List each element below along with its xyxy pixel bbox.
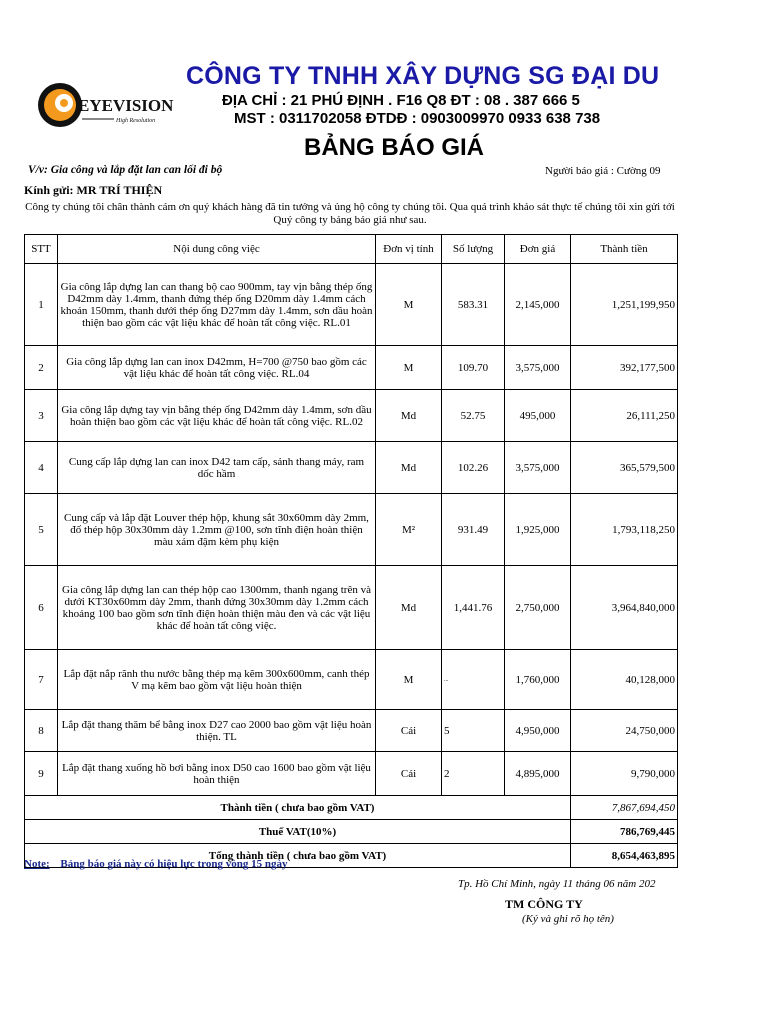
intro-paragraph: Công ty chúng tôi chân thành cám ơn quý khách hàng đã tin tưởng và ủng hộ công ty chúng tôi. Qua quá trình khảo sát thực tế chúng tôi xin gửi tới Quý công ty bảng báo giá như sau. [25, 201, 675, 226]
validity-note [24, 858, 287, 870]
logo-text: EYEVISION [78, 96, 174, 115]
row-stt: 2 [25, 346, 58, 390]
vat-value: 786,769,445 [571, 820, 678, 844]
row-quantity: 2 [442, 752, 505, 796]
row-description: Lắp đặt thang xuống hồ bơi bằng inox D50 cao 1600 bao gồm vật liệu hoàn thiện [58, 752, 376, 796]
row-unit-price: 1,925,000 [505, 494, 571, 566]
table-row [25, 346, 678, 390]
row-unit: Cái [376, 710, 442, 752]
total-value: 8,654,463,895 [571, 844, 678, 868]
row-stt: 5 [25, 494, 58, 566]
note-text: Bảng báo giá này có hiệu lực trong vòng 15 ngày [60, 858, 288, 870]
row-description: Cung cấp lắp dựng lan can inox D42 tam cấp, sảnh thang máy, ram dốc hầm [58, 442, 376, 494]
row-quantity: 583.31 [442, 264, 505, 346]
preparer: Người báo giá : Cường 09 [545, 165, 661, 177]
row-description: Gia công lắp dựng lan can inox D42mm, H=700 @750 bao gồm các vật liệu khác để hoàn tất công việc. RL.04 [58, 346, 376, 390]
row-unit: M [376, 650, 442, 710]
row-unit: M [376, 346, 442, 390]
row-stt: 6 [25, 566, 58, 650]
row-amount: 365,579,500 [571, 442, 678, 494]
subtotal-label: Thành tiền ( chưa bao gồm VAT) [25, 796, 571, 820]
header-unit: Đơn vị tính [376, 235, 442, 264]
signature-title: TM CÔNG TY [505, 897, 583, 911]
table-row [25, 650, 678, 710]
row-unit-price: 2,750,000 [505, 566, 571, 650]
row-quantity: 102.26 [442, 442, 505, 494]
row-quantity: 1,441.76 [442, 566, 505, 650]
row-stt: 4 [25, 442, 58, 494]
table-header-row [25, 235, 678, 264]
row-unit-price: 3,575,000 [505, 442, 571, 494]
row-quantity: 931.49 [442, 494, 505, 566]
row-stt: 8 [25, 710, 58, 752]
row-quantity: 52.75 [442, 390, 505, 442]
header-amount: Thành tiền [571, 235, 678, 264]
subject-line [28, 164, 222, 176]
row-amount: 24,750,000 [571, 710, 678, 752]
total-label: Tổng thành tiền ( chưa bao gồm VAT) [25, 844, 571, 868]
row-amount: 26,111,250 [571, 390, 678, 442]
row-description: Lắp đặt nắp rãnh thu nước bằng thép mạ kẽm 300x600mm, canh thép V mạ kẽm bao gồm vật liệu hoàn thiện [58, 650, 376, 710]
recipient: Kính gửi: MR TRÍ THIỆN [24, 183, 163, 197]
row-amount: 1,251,199,950 [571, 264, 678, 346]
row-unit: Md [376, 390, 442, 442]
header-stt: STT [25, 235, 58, 264]
row-unit-price: 3,575,000 [505, 346, 571, 390]
row-description: Gia công lắp dựng lan can thang bộ cao 900mm, tay vịn bằng thép ống D42mm dày 1.4mm, thanh đứng thép ống D20mm dày 1.4mm cách khoản 150mm, thanh dưới thép ống D27mm dày 1.4mm, sơn dầu hoàn thiện bao gồm các vật liệu khác để hoàn tất công việc. RL.01 [58, 264, 376, 346]
row-amount: 392,177,500 [571, 346, 678, 390]
table-row [25, 752, 678, 796]
header-unit-price: Đơn giá [505, 235, 571, 264]
subject-text: Gia công và lắp đặt lan can lối đi bộ [50, 164, 223, 176]
row-quantity: 5 [442, 710, 505, 752]
signature-hint: (Ký và ghi rõ họ tên) [522, 913, 614, 925]
row-unit-price: 1,760,000 [505, 650, 571, 710]
table-row [25, 264, 678, 346]
row-unit: Md [376, 566, 442, 650]
logo-tagline: High Resolution [116, 118, 156, 124]
row-unit: Md [376, 442, 442, 494]
row-unit-price: 4,895,000 [505, 752, 571, 796]
row-unit-price: 4,950,000 [505, 710, 571, 752]
eyevision-logo-icon [36, 80, 196, 130]
table-row [25, 566, 678, 650]
row-quantity: 109.70 [442, 346, 505, 390]
table-row [25, 710, 678, 752]
row-unit: M [376, 264, 442, 346]
header-quantity: Số lượng [442, 235, 505, 264]
row-unit: M² [376, 494, 442, 566]
place-date: Tp. Hồ Chí Minh, ngày 11 tháng 06 năm 202 [458, 878, 656, 890]
row-stt: 3 [25, 390, 58, 442]
company-tax-phone: MST : 0311702058 ĐTDĐ : 0903009970 0933 638 738 [234, 110, 601, 127]
row-stt: 1 [25, 264, 58, 346]
row-description: Gia công lắp dựng tay vịn bằng thép ống D42mm dày 1.4mm, sơn dầu hoàn thiện bao gồm các vật liệu khác để hoàn tất công việc. RL.02 [58, 390, 376, 442]
row-stt: 9 [25, 752, 58, 796]
row-quantity: ... [442, 650, 505, 710]
row-description: Cung cấp và lắp đặt Louver thép hộp, khung sắt 30x60mm dày 2mm, đố thép hộp 30x30mm dày 1.2mm @100, sơn tĩnh điện hoàn thiện màu xám đậm kèm phụ kiện [58, 494, 376, 566]
row-unit-price: 495,000 [505, 390, 571, 442]
row-unit-price: 2,145,000 [505, 264, 571, 346]
header-description: Nội dung công việc [58, 235, 376, 264]
document-title: BẢNG BÁO GIÁ [304, 134, 484, 161]
row-amount: 3,964,840,000 [571, 566, 678, 650]
company-name: CÔNG TY TNHH XÂY DỰNG SG ĐẠI DU [186, 62, 660, 90]
table-row [25, 390, 678, 442]
row-stt: 7 [25, 650, 58, 710]
company-logo [36, 80, 196, 130]
vat-row [25, 820, 678, 844]
row-description: Lắp đặt thang thăm bể bằng inox D27 cao 2000 bao gồm vật liệu hoàn thiện. TL [58, 710, 376, 752]
company-address: ĐỊA CHỈ : 21 PHÚ ĐỊNH . F16 Q8 ĐT : 08 . 387 666 5 [222, 92, 580, 109]
subject-label: V/v: [28, 164, 48, 176]
subtotal-row [25, 796, 678, 820]
quotation-table [24, 234, 678, 868]
vat-label: Thuế VAT(10%) [25, 820, 571, 844]
table-row [25, 494, 678, 566]
table-row [25, 442, 678, 494]
row-description: Gia công lắp dựng lan can thép hộp cao 1300mm, thanh ngang trên và dưới KT30x60mm dày 2mm, thanh đứng 30x30mm dày 1.2mm cách khoảng 100 bao gồm sơn tĩnh điện hoàn thiện màu đen và các vật liệu khác để hoàn tất công việc. [58, 566, 376, 650]
row-amount: 1,793,118,250 [571, 494, 678, 566]
row-amount: 40,128,000 [571, 650, 678, 710]
subtotal-value: 7,867,694,450 [571, 796, 678, 820]
note-label: Note: [24, 858, 50, 870]
row-unit: Cái [376, 752, 442, 796]
row-amount: 9,790,000 [571, 752, 678, 796]
